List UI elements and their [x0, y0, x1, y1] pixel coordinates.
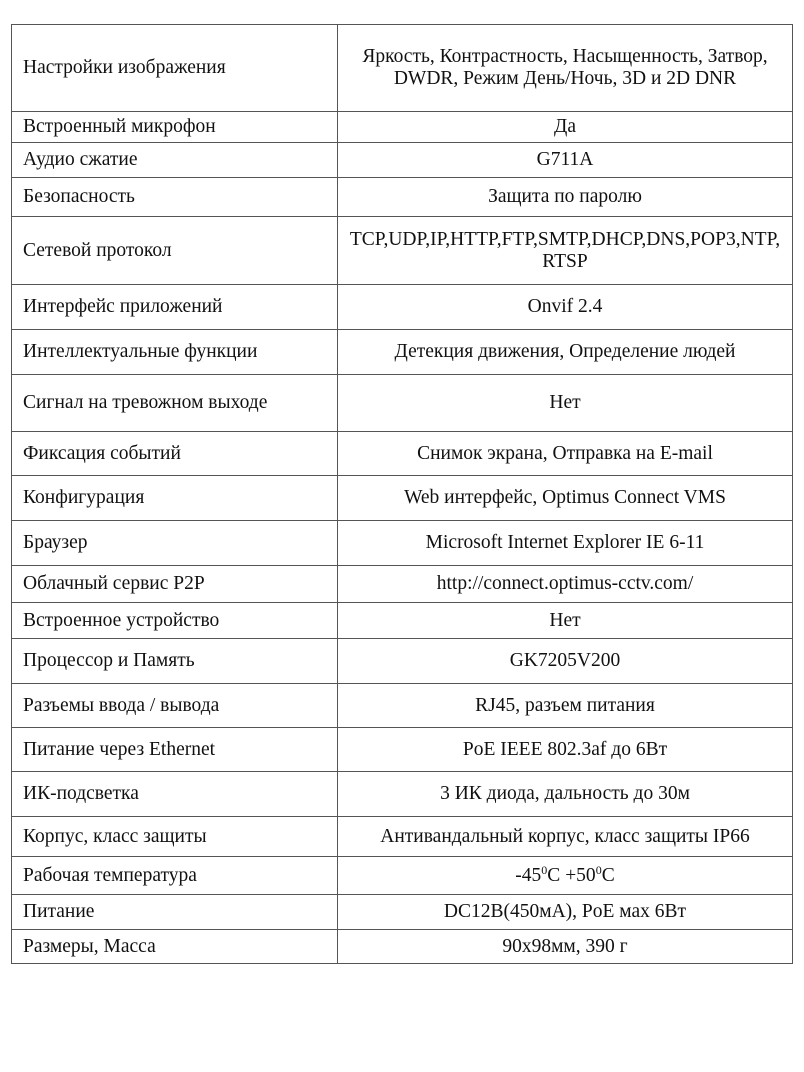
row-label: Встроенное устройство	[12, 603, 338, 639]
operating-temperature-value	[338, 857, 793, 895]
row-value: Onvif 2.4	[338, 285, 793, 330]
row-value: Защита по паролю	[338, 178, 793, 217]
row-label: ИК-подсветка	[12, 772, 338, 817]
row-label: Питание через Ethernet	[12, 728, 338, 772]
row-label: Корпус, класс защиты	[12, 817, 338, 857]
row-value: Яркость, Контрастность, Насыщенность, Затвор, DWDR, Режим День/Ночь, 3D и 2D DNR	[338, 25, 793, 112]
row-value: http://connect.optimus-cctv.com/	[338, 566, 793, 603]
row-value: TCP,UDP,IP,HTTP,FTP,SMTP,DHCP,DNS,POP3,NTP,RTSP	[338, 217, 793, 285]
table-row	[12, 217, 793, 285]
temperature-unit: C	[547, 864, 561, 886]
table-row	[12, 476, 793, 521]
row-label: Сетевой протокол	[12, 217, 338, 285]
table-row	[12, 178, 793, 217]
table-row	[12, 857, 793, 895]
table-row	[12, 143, 793, 178]
table-row	[12, 817, 793, 857]
row-label: Настройки изображения	[12, 25, 338, 112]
row-label: Интеллектуальные функции	[12, 330, 338, 375]
row-value: PoE IEEE 802.3af до 6Вт	[338, 728, 793, 772]
row-label: Конфигурация	[12, 476, 338, 521]
table-row	[12, 728, 793, 772]
row-value: Детекция движения, Определение людей	[338, 330, 793, 375]
table-row	[12, 112, 793, 143]
table-row	[12, 930, 793, 964]
row-label: Интерфейс приложений	[12, 285, 338, 330]
temperature-min: -45	[515, 864, 542, 886]
row-value: Да	[338, 112, 793, 143]
degree-superscript: 0	[595, 862, 602, 877]
row-label: Браузер	[12, 521, 338, 566]
row-label: Фиксация событий	[12, 432, 338, 476]
row-value: 3 ИК диода, дальность до 30м	[338, 772, 793, 817]
row-value: Нет	[338, 603, 793, 639]
row-value: Нет	[338, 375, 793, 432]
row-value: GK7205V200	[338, 639, 793, 684]
row-label: Размеры, Масса	[12, 930, 338, 964]
table-row	[12, 285, 793, 330]
table-row	[12, 895, 793, 930]
row-label: Безопасность	[12, 178, 338, 217]
table-row	[12, 375, 793, 432]
table-row	[12, 25, 793, 112]
temperature-max: +50	[565, 864, 596, 886]
row-value: Антивандальный корпус, класс защиты IP66	[338, 817, 793, 857]
table-row	[12, 772, 793, 817]
table-row	[12, 684, 793, 728]
table-row	[12, 566, 793, 603]
row-label: Аудио сжатие	[12, 143, 338, 178]
row-value: G711A	[338, 143, 793, 178]
row-value: 90х98мм, 390 г	[338, 930, 793, 964]
row-value: DC12В(450мА), PoE мах 6Вт	[338, 895, 793, 930]
row-label: Встроенный микрофон	[12, 112, 338, 143]
table-row	[12, 330, 793, 375]
spec-table	[11, 24, 793, 964]
row-label: Сигнал на тревожном выходе	[12, 375, 338, 432]
table-row	[12, 639, 793, 684]
table-row	[12, 603, 793, 639]
table-row	[12, 432, 793, 476]
row-value: Microsoft Internet Explorer IE 6-11	[338, 521, 793, 566]
row-value: RJ45, разъем питания	[338, 684, 793, 728]
row-value: Web интерфейс, Optimus Connect VMS	[338, 476, 793, 521]
row-label: Рабочая температура	[12, 857, 338, 895]
row-label: Облачный сервис P2P	[12, 566, 338, 603]
row-label: Питание	[12, 895, 338, 930]
row-label: Процессор и Память	[12, 639, 338, 684]
table-row	[12, 521, 793, 566]
temperature-unit: C	[601, 864, 615, 886]
row-value: Снимок экрана, Отправка на E-mail	[338, 432, 793, 476]
degree-superscript: 0	[541, 862, 548, 877]
row-label: Разъемы ввода / вывода	[12, 684, 338, 728]
